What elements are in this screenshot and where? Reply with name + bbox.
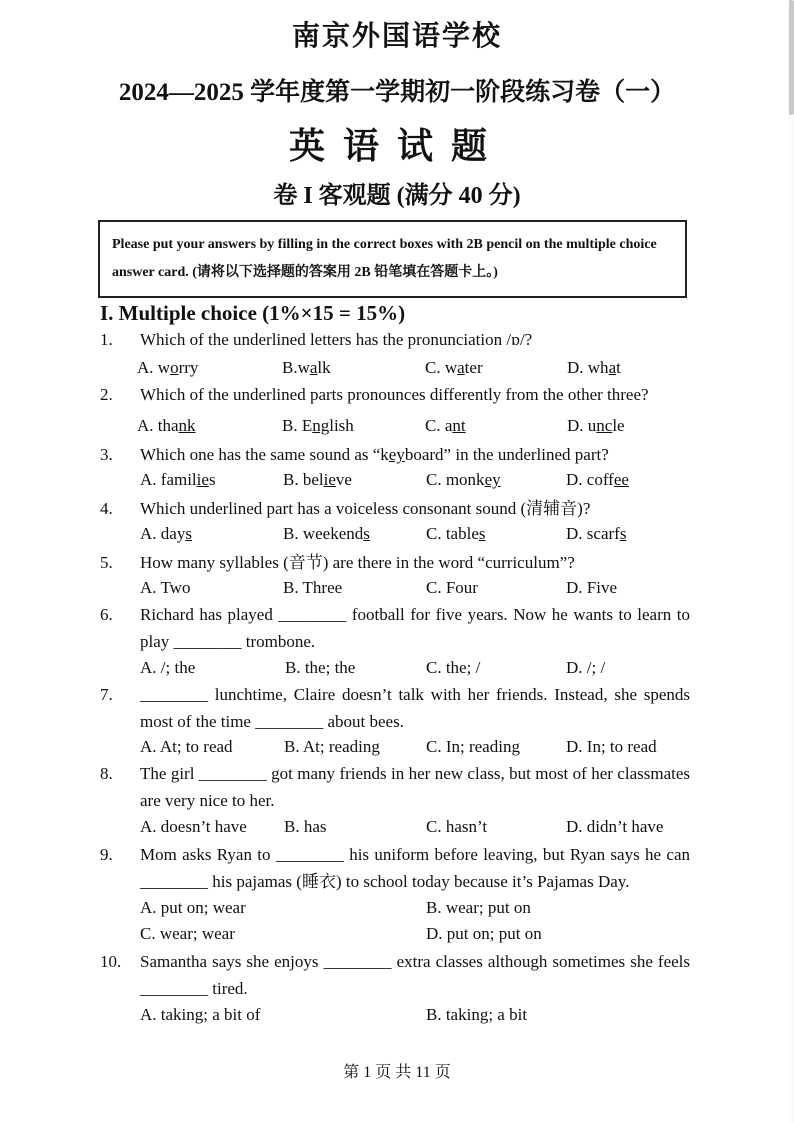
question-stem: Richard has played ________ football for five years. Now he wants to learn to play ________ trombone. <box>140 605 690 651</box>
option-a: A. At; to read <box>140 737 233 756</box>
question-number: 8. <box>100 764 113 783</box>
option-a: A. days <box>140 524 192 543</box>
question-number: 9. <box>100 845 113 864</box>
question-stem: Samantha says she enjoys ________ extra classes although sometimes she feels ________ tired. <box>140 952 690 998</box>
question-stem: How many syllables (音节) are there in the word “curriculum”? <box>140 553 575 572</box>
part-title: 卷 I 客观题 (满分 40 分) <box>273 183 521 209</box>
option-d: D. uncle <box>567 416 625 435</box>
option-a: A. thank <box>137 416 196 435</box>
option-b: B. believe <box>283 470 352 489</box>
option-b: B. Three <box>283 578 343 597</box>
instruction-box: Please put your answers by filling in the correct boxes with 2B pencil on the multiple choice answer card. (请将以下选择题的答案用 2B 铅笔填在答题卡上。) <box>98 220 687 298</box>
question-number: 3. <box>100 445 113 464</box>
option-d: D. didn’t have <box>566 817 664 836</box>
option-c: C. monkey <box>426 470 501 489</box>
option-d: D. Five <box>566 578 617 597</box>
option-b: B. weekends <box>283 524 370 543</box>
question-stem: Which underlined part has a voiceless consonant sound (清辅音)? <box>140 499 591 518</box>
question-number: 5. <box>100 553 113 572</box>
subject-title: 英语试题 <box>288 126 505 166</box>
option-d: D. coffee <box>566 470 629 489</box>
option-d: D. In; to read <box>566 737 657 756</box>
option-a: A. put on; wear <box>140 898 246 917</box>
question-number: 4. <box>100 499 113 518</box>
option-a: A. worry <box>137 358 199 377</box>
option-b: B. English <box>282 416 354 435</box>
option-c: C. wear; wear <box>140 924 235 943</box>
option-b: B. has <box>284 817 327 836</box>
question-number: 7. <box>100 685 113 704</box>
question-number: 10. <box>100 952 122 971</box>
option-a: A. /; the <box>140 658 196 677</box>
option-b: B. the; the <box>285 658 356 677</box>
option-b: B. At; reading <box>284 737 380 756</box>
question-number: 6. <box>100 605 113 624</box>
question-stem: The girl ________ got many friends in her new class, but most of her classmates are very nice to her. <box>140 764 690 810</box>
option-c: C. In; reading <box>426 737 520 756</box>
option-a: A. doesn’t have <box>140 817 247 836</box>
question-stem: ________ lunchtime, Claire doesn’t talk with her friends. Instead, she spends most of the time ________ about bees. <box>140 685 690 731</box>
section-title: I. Multiple choice (1%×15 = 15%) <box>100 301 406 325</box>
question-stem: Which one has the same sound as “keyboard” in the underlined part? <box>140 445 609 464</box>
option-c: C. the; / <box>426 658 481 677</box>
option-a: A. taking; a bit of <box>140 1005 261 1024</box>
option-b: B.walk <box>282 358 331 377</box>
option-a: A. Two <box>140 578 191 597</box>
option-d: D. what <box>567 358 621 377</box>
option-b: B. wear; put on <box>426 898 531 917</box>
option-c: C. water <box>425 358 483 377</box>
option-c: C. ant <box>425 416 466 435</box>
question-number: 1. <box>100 330 113 349</box>
question-stem: Which of the underlined parts pronounces differently from the other three? <box>140 385 649 404</box>
option-d: D. scarfs <box>566 524 627 543</box>
option-a: A. families <box>140 470 216 489</box>
option-c: C. hasn’t <box>426 817 488 836</box>
school-name: 南京外国语学校 <box>291 21 502 52</box>
option-c: C. Four <box>426 578 478 597</box>
option-d: D. /; / <box>566 658 606 677</box>
exam-title: 2024—2025 学年度第一学期初一阶段练习卷（一） <box>118 79 676 106</box>
page-number: 第 1 页 共 11 页 <box>343 1064 451 1081</box>
question-stem: Which of the underlined letters has the pronunciation /ɒ/? <box>140 330 533 349</box>
question-number: 2. <box>100 385 113 404</box>
option-d: D. put on; put on <box>426 924 542 943</box>
option-c: C. tables <box>426 524 486 543</box>
question-stem: Mom asks Ryan to ________ his uniform before leaving, but Ryan says he can ________ his pajamas (睡衣) to school today because it’s Pajamas Day. <box>140 845 690 891</box>
option-b: B. taking; a bit <box>426 1005 528 1024</box>
